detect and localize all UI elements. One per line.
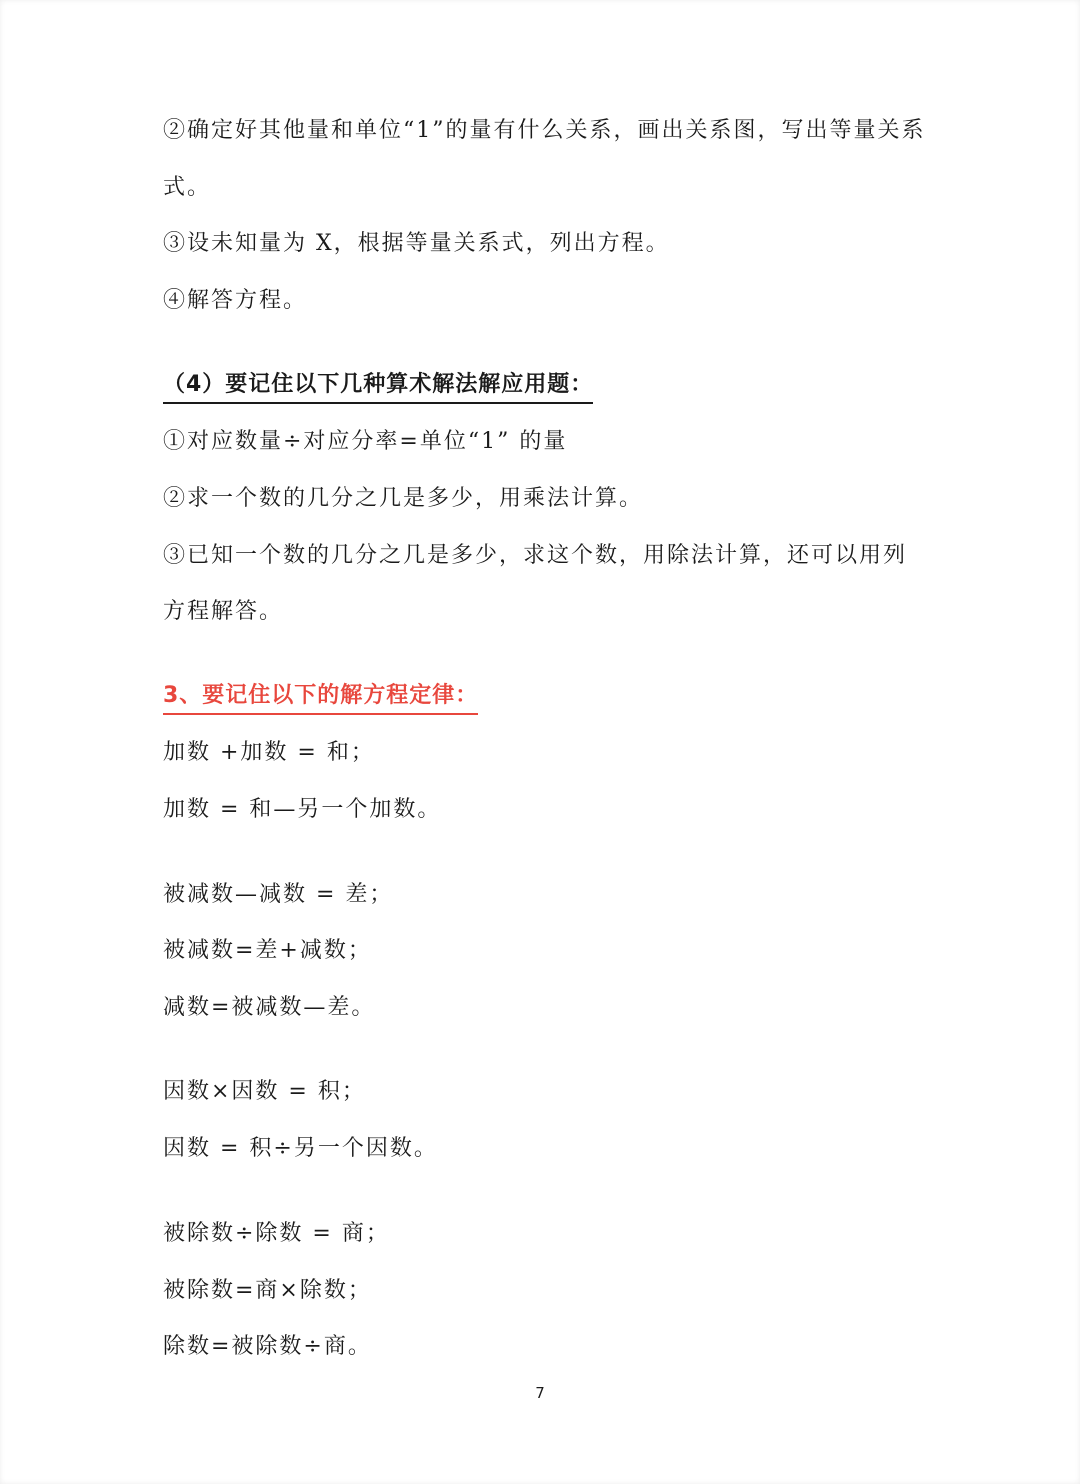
step-4: ④解答方程。 — [163, 288, 308, 313]
step-2-line-2: 式。 — [163, 175, 212, 200]
method-1: ①对应数量÷对应分率=单位“1” 的量 — [163, 429, 568, 454]
rule-addition-2: 加数 = 和—另一个加数。 — [163, 797, 442, 822]
section-4-heading: （4）要记住以下几种算术解法解应用题： — [163, 370, 593, 404]
step-3: ③设未知量为 X，根据等量关系式，列出方程。 — [163, 231, 670, 256]
rule-multiplication-1: 因数×因数 = 积； — [163, 1079, 366, 1104]
rule-subtraction-1: 被减数—减数 = 差； — [163, 882, 394, 907]
rule-addition-1: 加数 +加数 = 和； — [163, 740, 375, 765]
rule-division-1: 被除数÷除数 = 商； — [163, 1221, 390, 1246]
rule-subtraction-2: 被减数=差+减数； — [163, 938, 372, 963]
rule-division-2: 被除数=商×除数； — [163, 1278, 372, 1303]
section-3-heading: 3、要记住以下的解方程定律： — [163, 681, 478, 715]
method-3-line-1: ③已知一个数的几分之几是多少，求这个数，用除法计算，还可以用列 — [163, 543, 908, 568]
rule-division-3: 除数=被除数÷商。 — [163, 1334, 372, 1359]
page-number: 7 — [535, 1384, 545, 1402]
method-3-line-2: 方程解答。 — [163, 599, 284, 624]
method-2: ②求一个数的几分之几是多少，用乘法计算。 — [163, 486, 644, 511]
step-2-line-1: ②确定好其他量和单位“1”的量有什么关系，画出关系图，写出等量关系 — [163, 118, 926, 143]
rule-multiplication-2: 因数 = 积÷另一个因数。 — [163, 1136, 438, 1161]
rule-subtraction-3: 减数=被减数—差。 — [163, 995, 376, 1020]
